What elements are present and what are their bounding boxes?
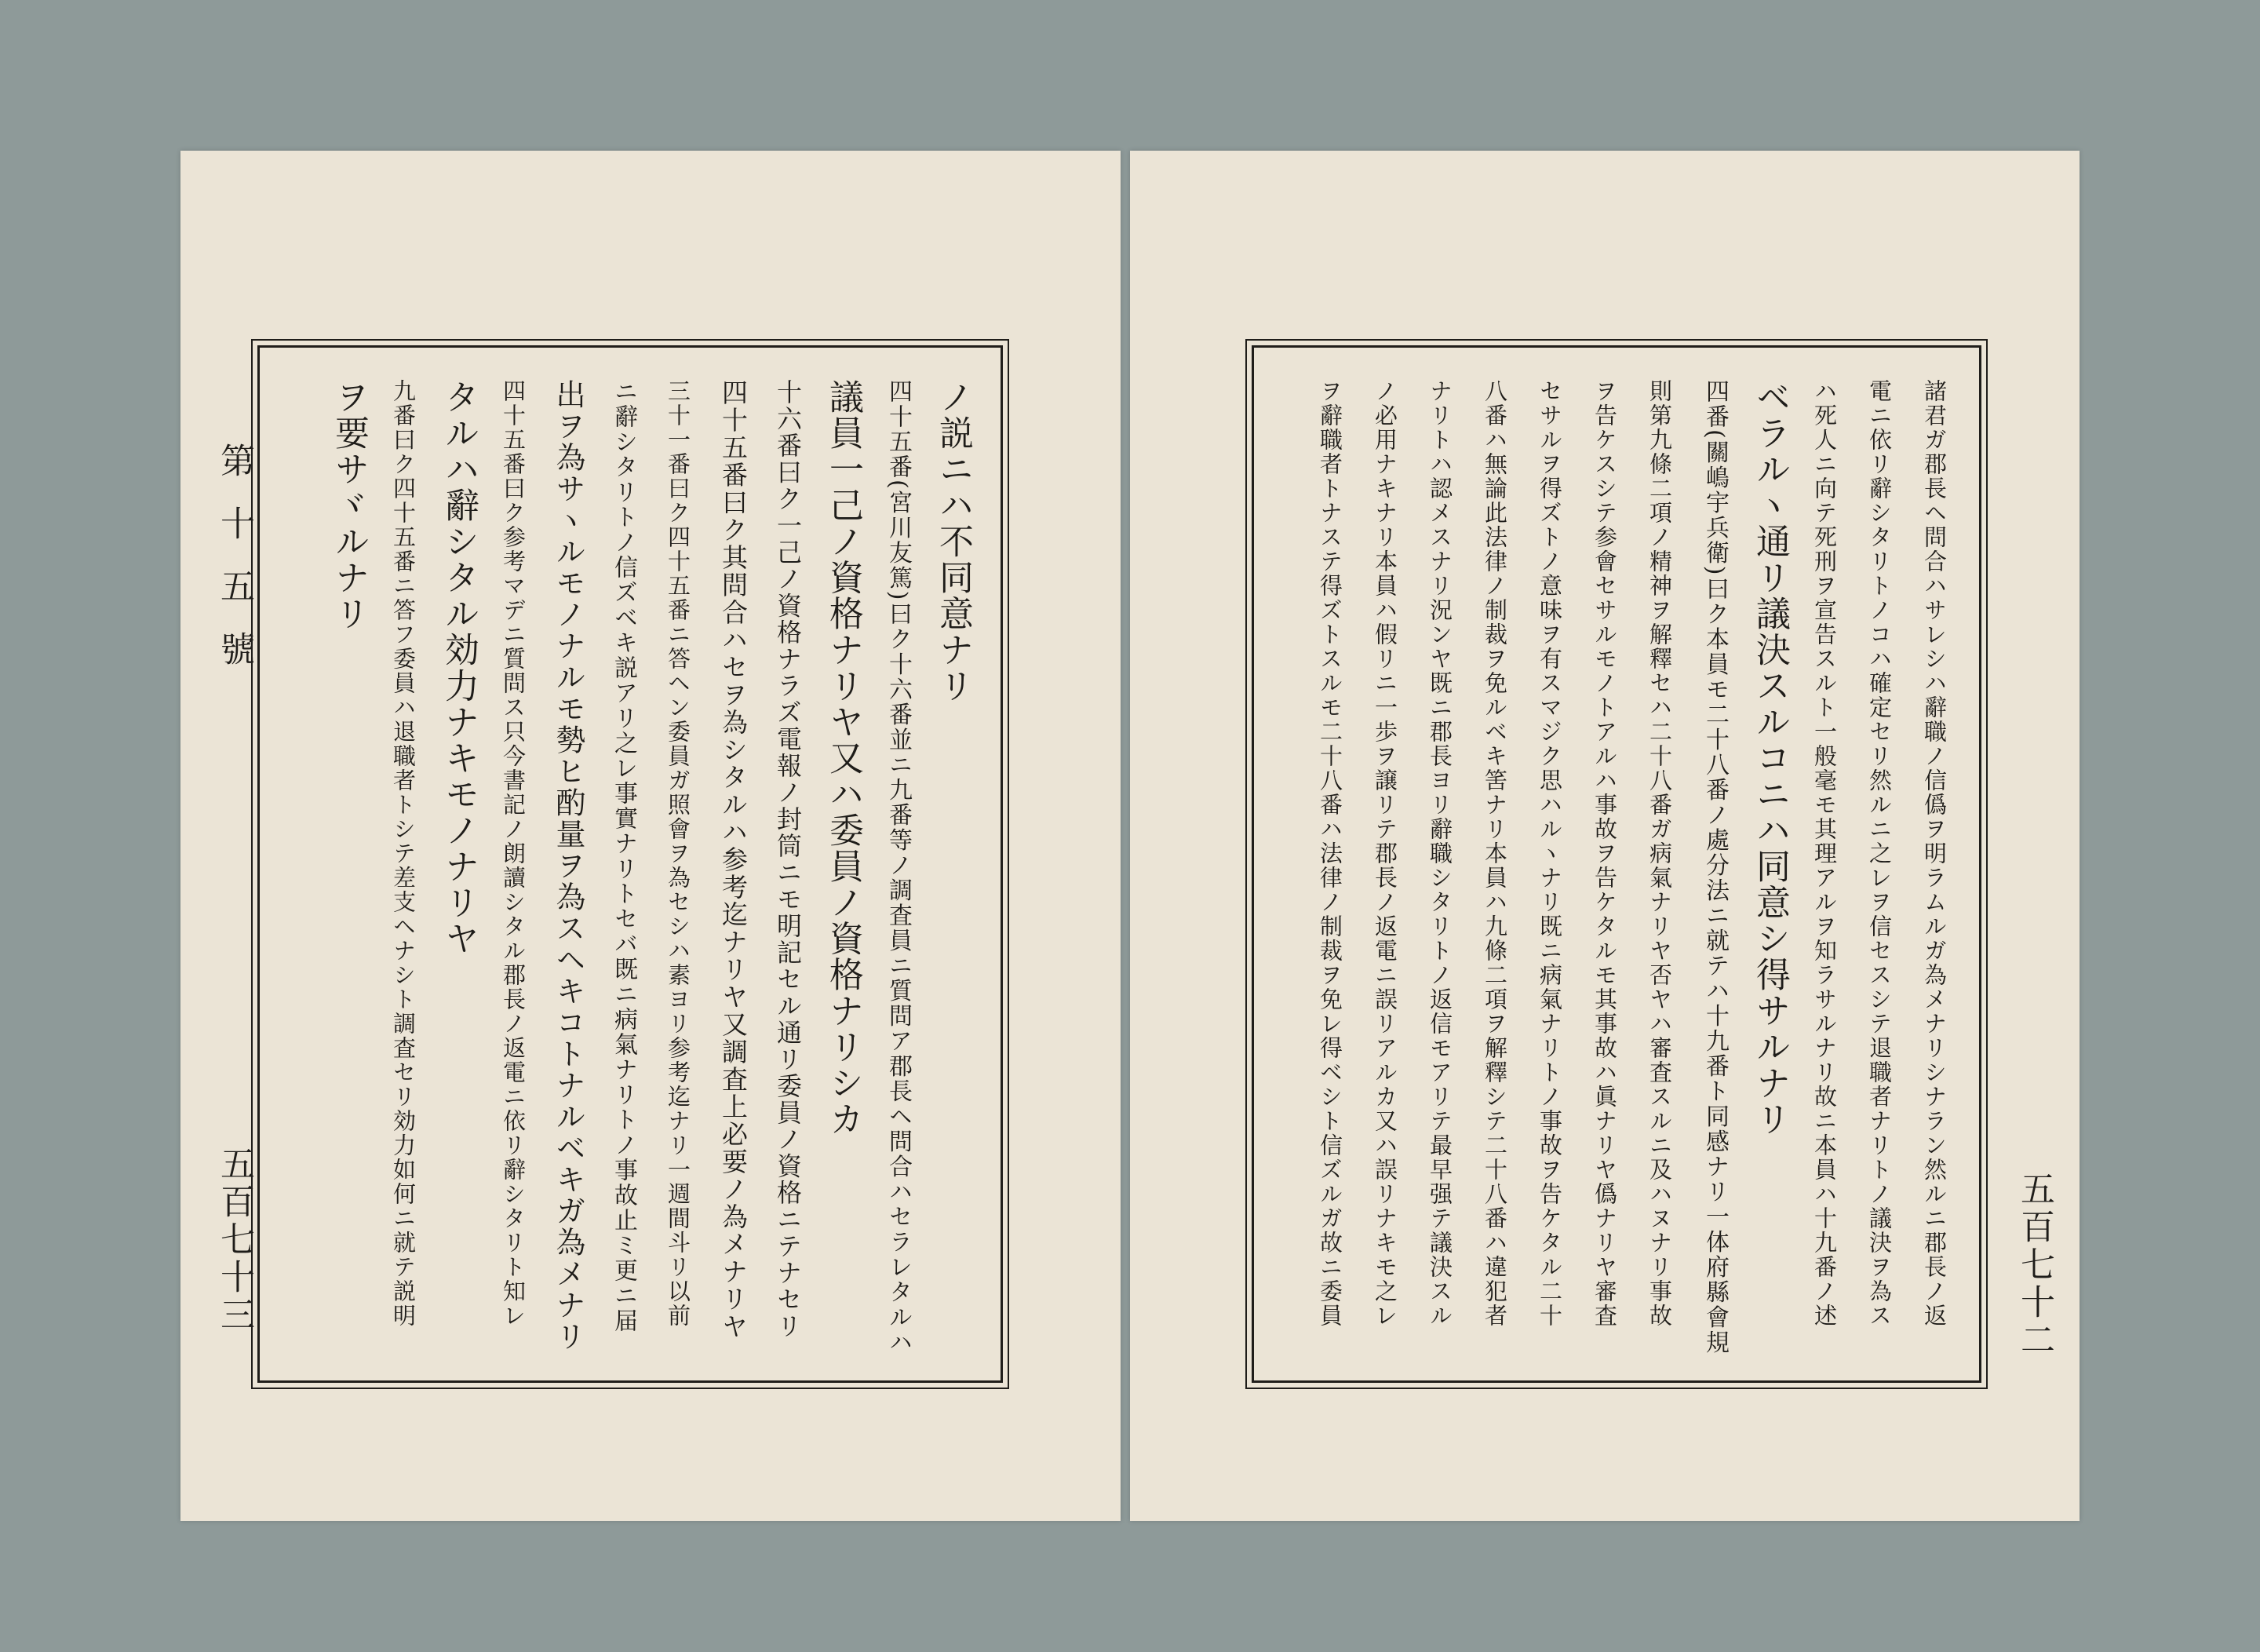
left-page-number: 五百七十三 xyxy=(214,1146,254,1334)
text-column: ノ説ニハ不同意ナリ xyxy=(933,379,973,704)
text-column: 四十五番曰ク参考マデニ質問ス只今書記ノ朗讀シタル郡長ノ返電ニ依リ辭シタリト知レ xyxy=(500,379,527,1328)
text-column: ヲ辭職者トナステ得ズトスルモ二十八番ハ法律ノ制裁ヲ免レ得ベシト信ズルガ故ニ委員 xyxy=(1317,379,1343,1328)
text-column: ヲ要サヾルナリ xyxy=(329,379,369,632)
text-column: ヲ告ケスシテ参會セサルモノトアルハ事故ヲ告ケタルモ其事故ハ眞ナリヤ僞ナリヤ審査 xyxy=(1591,379,1618,1328)
right-text-frame xyxy=(1252,345,1981,1383)
text-column: ハ死人ニ向テ死刑ヲ宣告スルト一般毫モ其理アルヲ知ラサルナリ故ニ本員ハ十九番ノ述 xyxy=(1811,379,1838,1328)
text-column: ニ辭シタリトノ信ズベキ説アリ之レ事實ナリトセバ既ニ病氣ナリトノ事故止ミ更ニ届 xyxy=(610,379,637,1333)
text-column: 議員一己ノ資格ナリヤ又ハ委員ノ資格ナリシカ xyxy=(823,379,863,1137)
text-column: ナリトハ認メスナリ況ンヤ既ニ郡長ヨリ辭職シタリトノ返信モアリテ最早强テ議決スル xyxy=(1427,379,1453,1328)
text-column: 電ニ依リ辭シタリトノコハ確定セリ然ルニ之レヲ信セスシテ退職者ナリトノ議決ヲ為ス xyxy=(1866,379,1893,1328)
left-page xyxy=(180,151,1121,1521)
text-column: セサルヲ得ズトノ意味ヲ有スマジク思ハルヽナリ既ニ病氣ナリトノ事故ヲ告ケタル二十 xyxy=(1536,379,1563,1328)
text-column: タルハ辭シタル効力ナキモノナリヤ xyxy=(439,379,479,957)
text-column: 九番曰ク四十五番ニ答フ委員ハ退職者トシテ差支ヘナシト調査セリ効力如何ニ就テ説明 xyxy=(390,379,417,1328)
text-column: ノ必用ナキナリ本員ハ假リニ一歩ヲ譲リテ郡長ノ返電ニ誤リアルカ又ハ誤リナキモ之レ xyxy=(1372,379,1398,1328)
text-column: 諸君ガ郡長ヘ問合ハサレシハ辭職ノ信僞ヲ明ラムルガ為メナリシナラン然ルニ郡長ノ返 xyxy=(1921,379,1948,1328)
right-page-number: 五百七十二 xyxy=(2014,1171,2054,1359)
text-column: 出ヲ為サヽルモノナルモ勢ヒ酌量ヲ為スヘキコトナルベキガ為メナリ xyxy=(551,379,585,1352)
text-column: 四十五番(宮川友篤)曰ク十六番並ニ九番等ノ調査員ニ質問ア郡長ヘ問合ハセラレタルハ xyxy=(884,379,912,1355)
right-page xyxy=(1130,151,2080,1521)
text-column: 四十五番曰ク其問合ハセヲ為シタルハ参考迄ナリヤ又調査上必要ノ為メナリヤ xyxy=(718,379,749,1340)
text-column: 十六番曰ク一己ノ資格ナラズ電報ノ封筒ニモ明記セル通リ委員ノ資格ニテナセリ xyxy=(773,379,803,1340)
text-column: 八番ハ無論此法律ノ制裁ヲ免ルベキ筈ナリ本員ハ九條二項ヲ解釋シテ二十八番ハ違犯者 xyxy=(1482,379,1508,1328)
left-text-frame xyxy=(257,345,1003,1383)
text-column: 四番(關嶋宇兵衛)曰ク本員モ二十八番ノ處分法ニ就テハ十九番ト同感ナリ一体府縣會規 xyxy=(1701,379,1729,1355)
text-column: 三十一番曰ク四十五番ニ答ヘン委員ガ照會ヲ為セシハ素ヨリ参考迄ナリ一週間斗リ以前 xyxy=(665,379,691,1328)
text-column: ベラルヽ通リ議決スルコニハ同意シ得サルナリ xyxy=(1750,379,1790,1137)
issue-label: 第十五號 xyxy=(214,443,254,694)
text-column: 則第九條二項ノ精神ヲ解釋セハ二十八番ガ病氣ナリヤ否ヤハ審査スルニ及ハヌナリ事故 xyxy=(1646,379,1673,1328)
